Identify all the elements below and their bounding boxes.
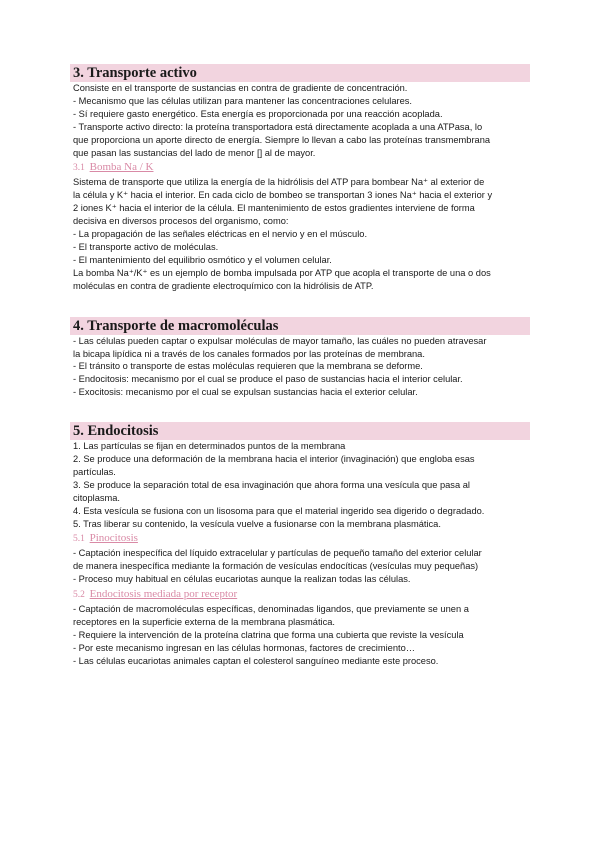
subsection-number: 3.1 xyxy=(73,163,85,174)
text-line: citoplasma. xyxy=(73,492,121,503)
text-line: - La propagación de las señales eléctricas en el nervio y en el músculo. xyxy=(73,229,368,240)
text-line: decisiva en diversos procesos del organismo, como: xyxy=(73,216,289,227)
text-line: que pasan las sustancias del lado de menor [] al de mayor. xyxy=(73,147,316,158)
text-line: - El tránsito o transporte de estas moléculas requieren que la membrana se deforme. xyxy=(73,361,423,372)
text-line: - El mantenimiento del equilibrio osmótico y el volumen celular. xyxy=(73,254,332,265)
section-body xyxy=(70,82,530,159)
document-page xyxy=(70,64,530,668)
subsection-body xyxy=(70,603,530,668)
text-line: - Endocitosis: mecanismo por el cual se produce el paso de sustancias hacia el interior celular. xyxy=(73,374,463,385)
text-line: - Por este mecanismo ingresan en las células hormonas, factores de crecimiento… xyxy=(73,642,416,653)
text-line: - Sí requiere gasto energético. Esta energía es proporcionada por una reacción acoplada. xyxy=(73,108,443,119)
subsection-body xyxy=(70,176,530,292)
subsection-heading-endocitosis-receptor xyxy=(73,587,530,602)
text-line: - Transporte activo directo: la proteína transportadora está directamente acoplada a una ATPasa, lo xyxy=(73,121,483,132)
text-line: moléculas en contra de gradiente electroquímico con la hidrólisis de ATP. xyxy=(73,280,374,291)
section-body xyxy=(70,335,530,400)
section-endocitosis xyxy=(70,422,530,668)
text-line: La bomba Na⁺/K⁺ es un ejemplo de bomba impulsada por ATP que acopla el transporte de una o dos xyxy=(73,267,491,278)
text-line: - Captación de macromoléculas específicas, denominadas ligandos, que previamente se unen a xyxy=(73,604,469,615)
text-line: 2 iones K⁺ hacia el interior de la célula. El mantenimiento de estos gradientes interviene de forma xyxy=(73,203,475,214)
text-line: - Requiere la intervención de la proteína clatrina que forma una cubierta que reviste la vesícula xyxy=(73,630,464,640)
text-line: - El transporte activo de moléculas. xyxy=(73,241,219,252)
text-line: 1. Las partículas se fijan en determinados puntos de la membrana xyxy=(73,441,346,452)
text-line: - Las células eucariotas animales captan el colesterol sanguíneo mediante este proceso. xyxy=(73,655,439,666)
section-heading: 3. Transporte activo xyxy=(70,64,530,82)
text-line: - Proceso muy habitual en células eucariotas aunque la realizan todas las células. xyxy=(73,574,411,585)
text-line: Consiste en el transporte de sustancias en contra de gradiente de concentración. xyxy=(73,83,408,93)
subsection-body xyxy=(70,547,530,586)
text-line: que proporciona un aporte directo de energía. Siempre lo llevan a cabo las proteínas transmembrana xyxy=(73,134,491,145)
text-line: de manera inespecífica mediante la formación de vesículas endocíticas (vesículas muy pequeñas) xyxy=(73,561,479,572)
text-line: - Mecanismo que las células utilizan para mantener las concentraciones celulares. xyxy=(73,95,412,106)
subsection-number: 5.1 xyxy=(73,534,85,545)
section-transporte-macromoleculas xyxy=(70,317,530,400)
text-line: 2. Se produce una deformación de la membrana hacia el interior (invaginación) que engloba esas xyxy=(73,454,475,465)
text-line: la bicapa lipídica ni a través de los canales formados por las proteínas de membrana. xyxy=(73,348,425,359)
section-body xyxy=(70,440,530,530)
text-line: 5. Tras liberar su contenido, la vesícula vuelve a fusionarse con la membrana plasmática. xyxy=(73,518,441,529)
text-line: la célula y K⁺ hacia el interior. En cada ciclo de bombeo se transportan 3 iones Na⁺ hacia el exterior y xyxy=(73,190,493,201)
text-line: 4. Esta vesícula se fusiona con un lisosoma para que el material ingerido sea digerido o degradado. xyxy=(73,505,485,516)
section-heading: 5. Endocitosis xyxy=(70,422,530,440)
text-line: partículas. xyxy=(73,466,116,477)
text-line: Sistema de transporte que utiliza la energía de la hidrólisis del ATP para bombear Na⁺ al exterior de xyxy=(73,177,485,188)
subsection-heading-bomba xyxy=(73,160,530,175)
text-line: - Las células pueden captar o expulsar moléculas de mayor tamaño, las cuáles no pueden atravesar xyxy=(73,335,487,346)
subsection-title: Endocitosis mediada por receptor xyxy=(89,588,238,601)
subsection-title: Pinocitosis xyxy=(89,532,138,545)
section-heading: 4. Transporte de macromoléculas xyxy=(70,317,530,335)
text-line: - Exocitosis: mecanismo por el cual se expulsan sustancias hacia el exterior celular. xyxy=(73,387,418,398)
text-line: - Captación inespecífica del líquido extracelular y partículas de pequeño tamaño del exterior celular xyxy=(73,548,482,559)
section-transporte-activo xyxy=(70,64,530,293)
text-line: receptores en la superficie externa de la membrana plasmática. xyxy=(73,617,335,628)
subsection-title: Bomba Na / K xyxy=(89,161,154,174)
subsection-heading-pinocitosis xyxy=(73,531,530,546)
subsection-number: 5.2 xyxy=(73,590,85,601)
text-line: 3. Se produce la separación total de esa invaginación que ahora forma una vesícula que pasa al xyxy=(73,479,470,490)
